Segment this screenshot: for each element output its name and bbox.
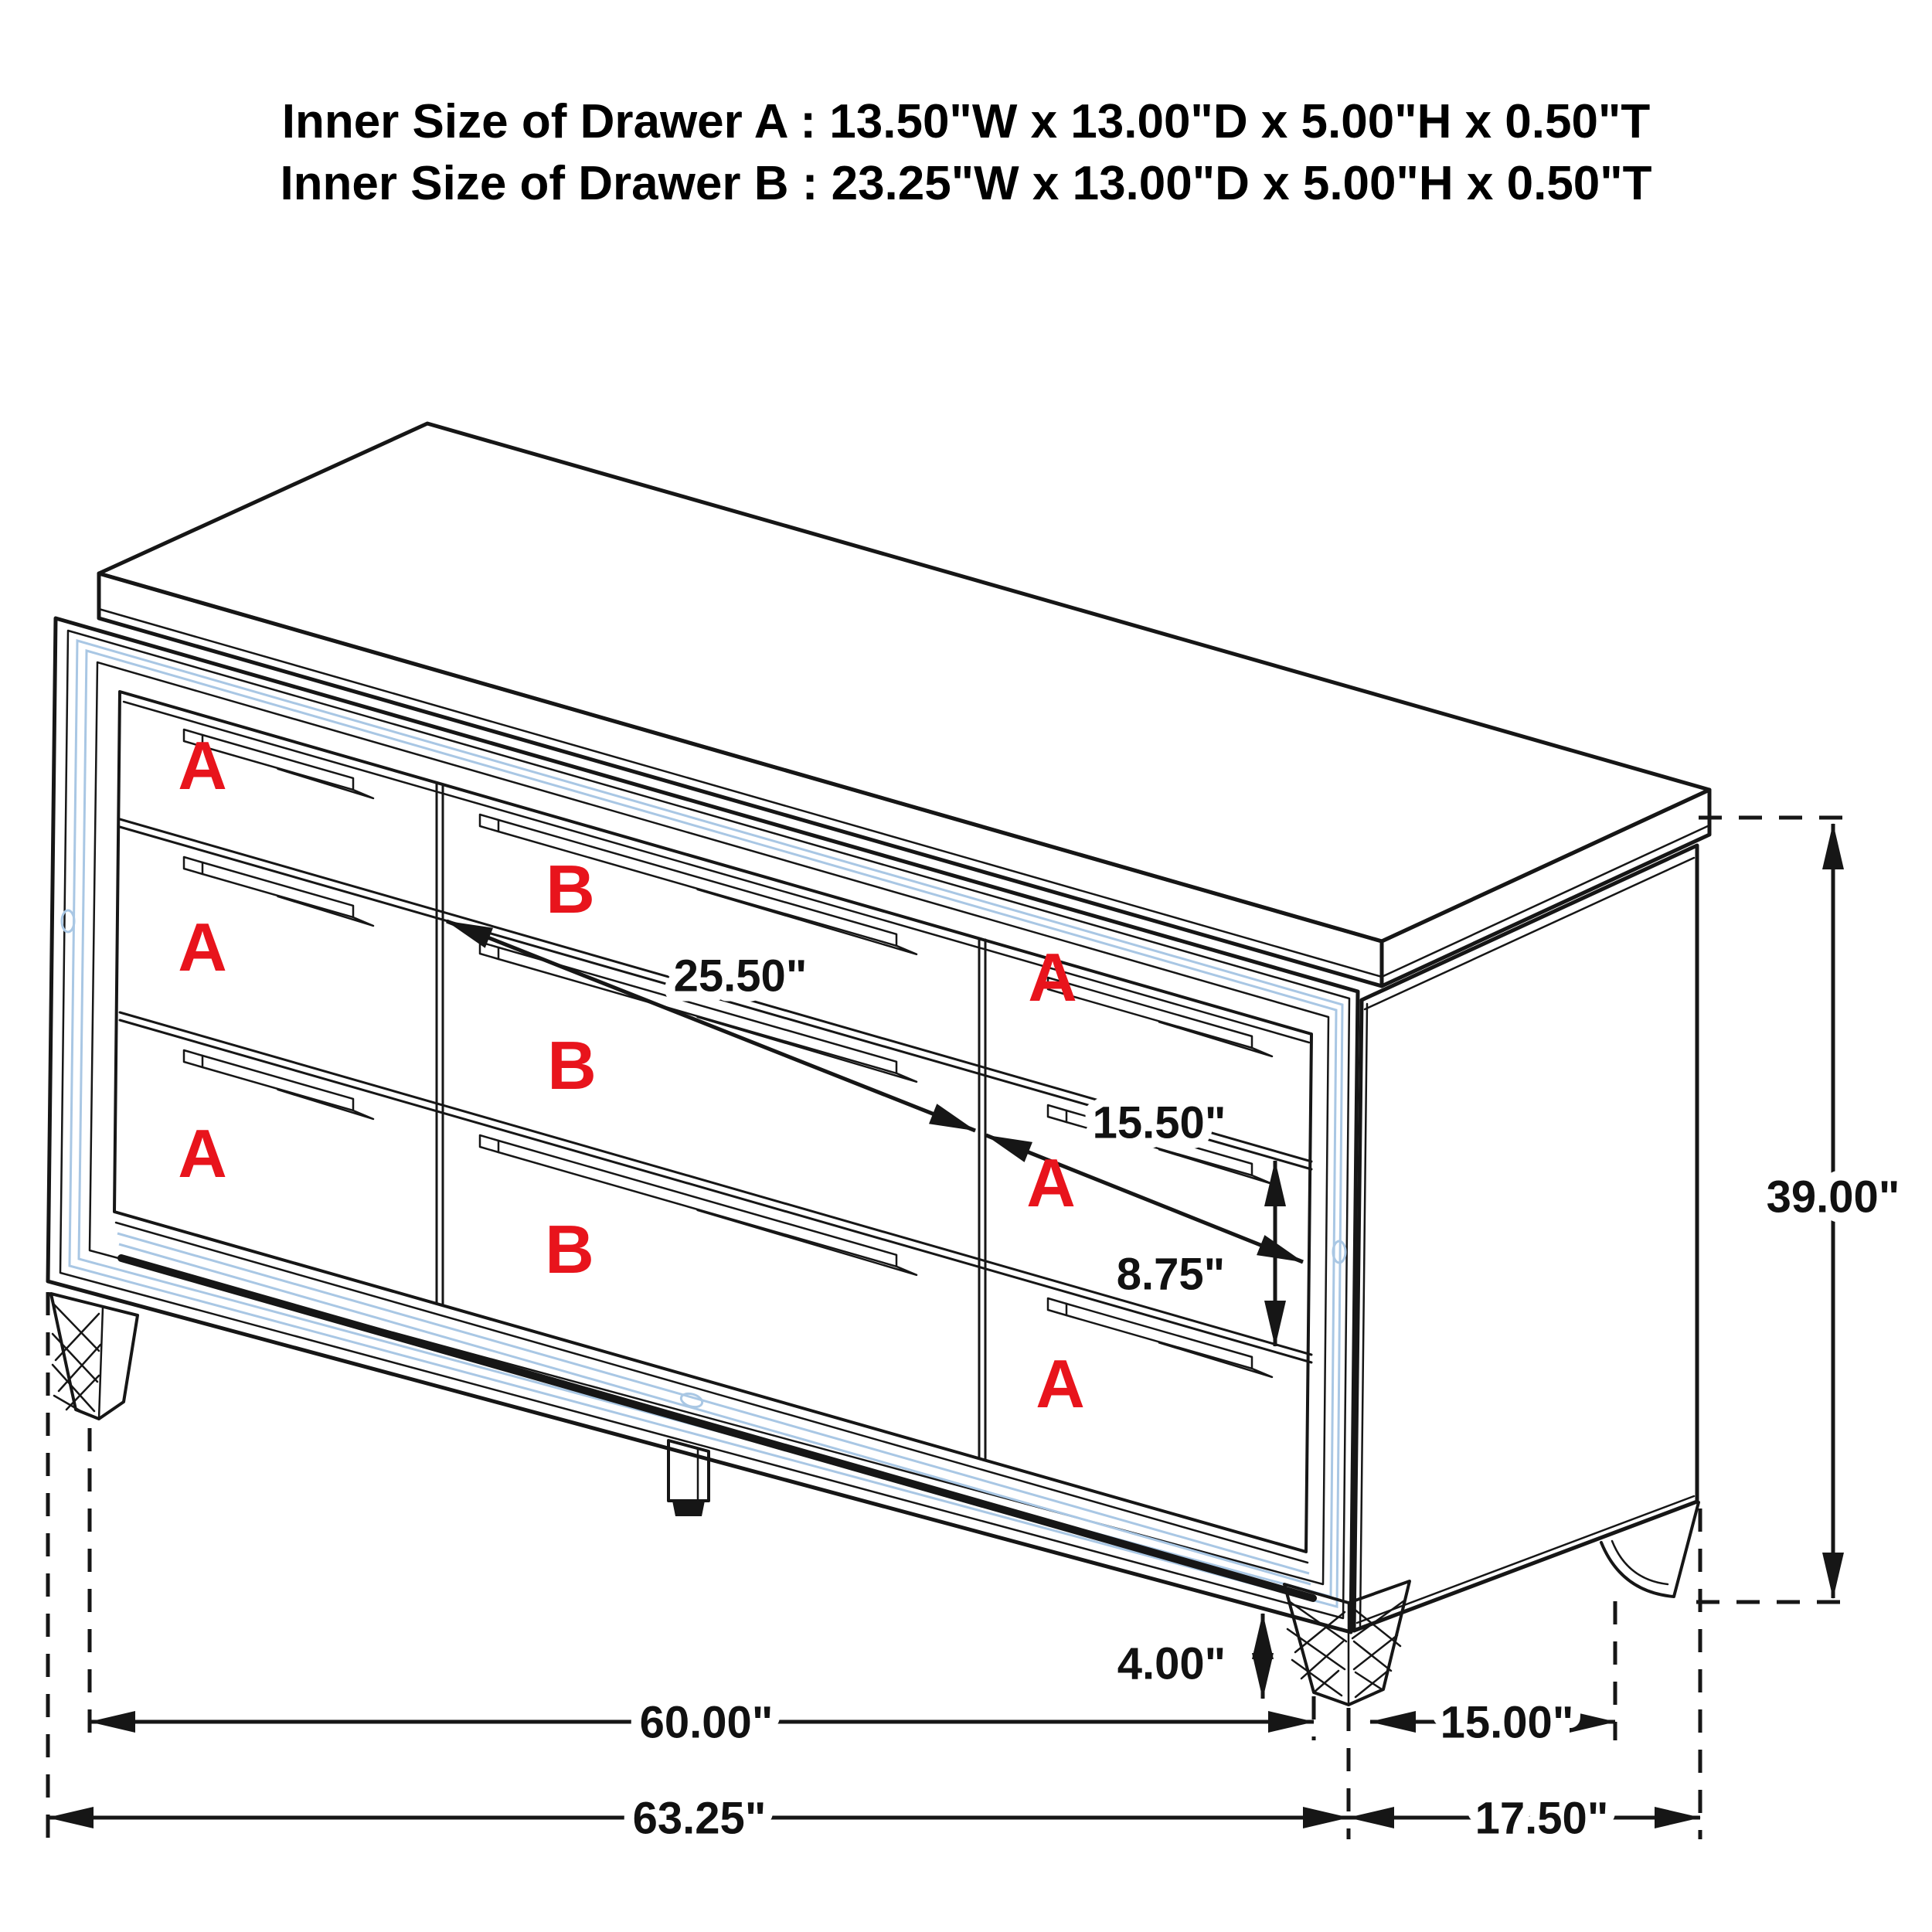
dimension-total-depth xyxy=(1349,1793,1700,1843)
drawer-b-inner-size-title: Inner Size of Drawer B : 23.25"W x 13.00"D x 5.00"H x 0.50"T xyxy=(280,157,1652,210)
drawer-height-label: 8.75" xyxy=(1116,1249,1226,1300)
drawer-letter-B: B xyxy=(546,850,595,927)
side-panel xyxy=(1354,845,1697,1631)
dimension-base-depth xyxy=(1370,1697,1615,1747)
leg-height-label: 4.00" xyxy=(1117,1638,1226,1689)
dimension-drawer-b-width xyxy=(447,921,975,1131)
drawer-a-width-label: 15.50" xyxy=(1092,1097,1226,1148)
total-height-label: 39.00" xyxy=(1766,1172,1900,1223)
drawer-letter-A: A xyxy=(1036,1345,1085,1422)
drawer-a-inner-size-title: Inner Size of Drawer A : 13.50"W x 13.00"D x 5.00"H x 0.50"T xyxy=(281,95,1651,148)
legs xyxy=(51,1294,1699,1705)
drawer-letter-A: A xyxy=(1028,938,1077,1015)
dimension-extension-lines xyxy=(48,818,1849,1844)
dimension-total-width xyxy=(48,1793,1349,1843)
base-width-label: 60.00" xyxy=(639,1697,774,1748)
drawer-letter-A: A xyxy=(1026,1144,1076,1221)
drawer-handles xyxy=(184,730,1272,1377)
drawer-letter-A: A xyxy=(178,1114,227,1192)
drawer-letter-A: A xyxy=(178,908,227,985)
base-depth-label: 15.00" xyxy=(1440,1697,1574,1748)
dimension-base-width xyxy=(90,1697,1314,1747)
drawer-letter-B: B xyxy=(547,1026,597,1104)
drawer-letter-A: A xyxy=(178,726,227,804)
total-width-label: 63.25" xyxy=(632,1793,767,1844)
dimension-leg-height xyxy=(1117,1614,1263,1699)
front-left-leg xyxy=(51,1294,138,1419)
drawer-b-width-label: 25.50" xyxy=(673,951,808,1002)
drawer-letter-B: B xyxy=(545,1210,594,1287)
drawer-letter-labels xyxy=(178,727,1085,1422)
dimension-total-height xyxy=(1767,824,1900,1598)
dimension-drawer-height xyxy=(1117,1161,1275,1346)
back-right-leg xyxy=(1601,1502,1699,1597)
total-depth-label: 17.50" xyxy=(1475,1793,1609,1844)
front-right-leg xyxy=(1284,1581,1410,1705)
